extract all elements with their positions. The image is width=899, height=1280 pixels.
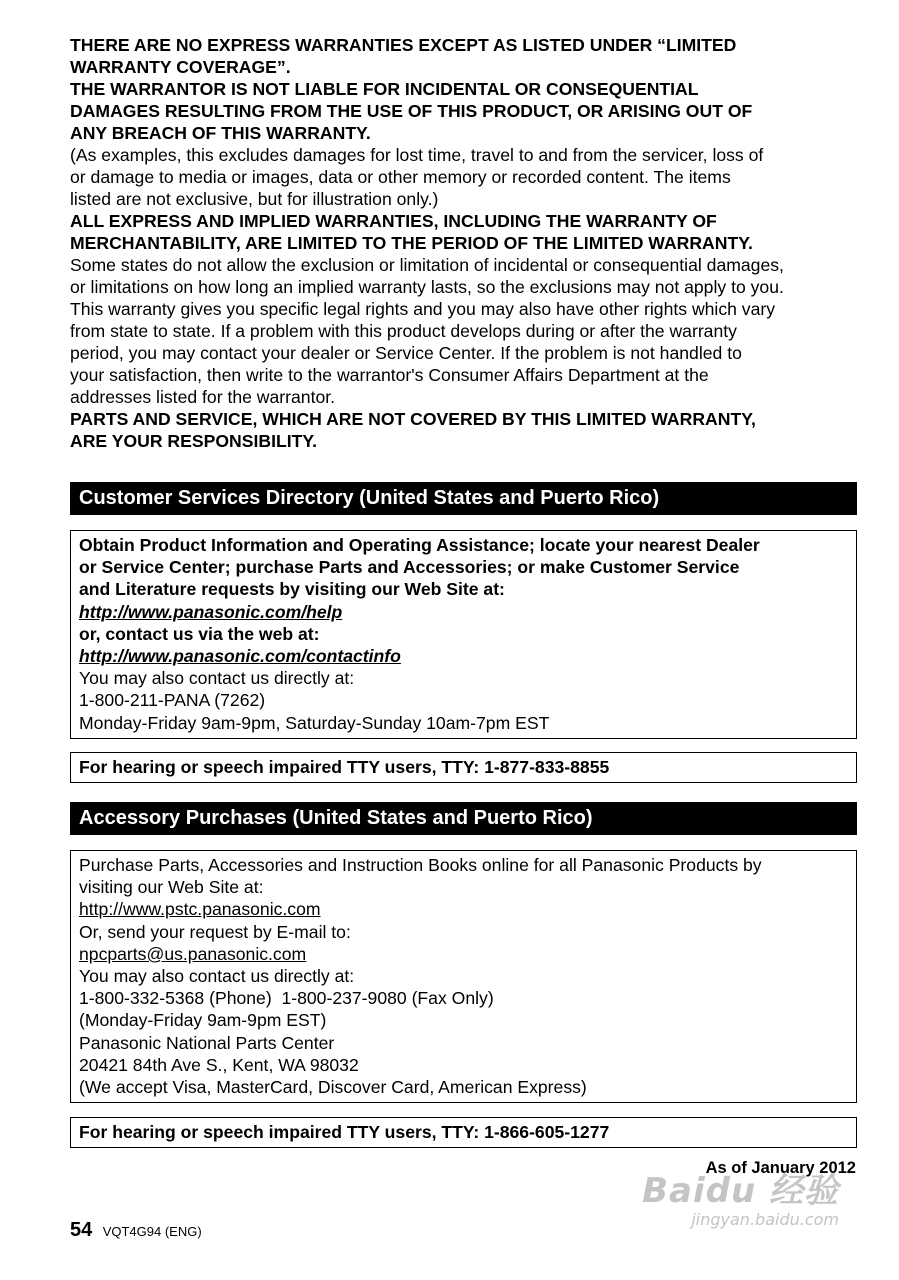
accessory-line: Purchase Parts, Accessories and Instruction Books online for all Panasonic Products by — [79, 855, 762, 875]
warranty-line: addresses listed for the warrantor. — [70, 387, 336, 407]
as-of-date: As of January 2012 — [705, 1159, 856, 1177]
warranty-line: MERCHANTABILITY, ARE LIMITED TO THE PERIOD OF THE LIMITED WARRANTY. — [70, 233, 753, 253]
warranty-line: PARTS AND SERVICE, WHICH ARE NOT COVERED BY THIS LIMITED WARRANTY, — [70, 409, 756, 429]
warranty-line: from state to state. If a problem with this product develops during or after the warranty — [70, 321, 737, 341]
tty-box-customer-services: For hearing or speech impaired TTY users, TTY: 1-877-833-8855 — [70, 752, 857, 783]
warranty-line: THERE ARE NO EXPRESS WARRANTIES EXCEPT AS LISTED UNDER “LIMITED — [70, 35, 737, 55]
accessory-line: You may also contact us directly at: — [79, 966, 355, 987]
customer-services-line: or Service Center; purchase Parts and Accessories; or make Customer Service — [79, 557, 740, 578]
warranty-line: DAMAGES RESULTING FROM THE USE OF THIS PRODUCT, OR ARISING OUT OF — [70, 101, 753, 121]
watermark — [642, 1172, 839, 1230]
parts-center-address: 20421 84th Ave S., Kent, WA 98032 — [79, 1054, 359, 1075]
contactinfo-link[interactable]: http://www.panasonic.com/contactinfo — [79, 646, 401, 667]
accessory-purchases-box — [70, 850, 857, 1103]
watermark-site: jingyan.baidu.com — [691, 1210, 839, 1229]
warranty-line: This warranty gives you specific legal rights and you may also have other rights which vary — [70, 299, 776, 319]
warranty-line: or limitations on how long an implied warranty lasts, so the exclusions may not apply to you. — [70, 277, 784, 297]
warranty-line: Some states do not allow the exclusion or limitation of incidental or consequential damages, — [70, 255, 784, 275]
accessory-line: visiting our Web Site at: — [79, 877, 264, 898]
phone-number: 1-800-211-PANA (7262) — [79, 690, 266, 711]
parts-center-name: Panasonic National Parts Center — [79, 1032, 335, 1053]
customer-services-box — [70, 530, 857, 739]
phone-fax-numbers: 1-800-332-5368 (Phone) 1-800-237-9080 (Fax Only) — [79, 988, 494, 1009]
customer-services-line: You may also contact us directly at: — [79, 668, 355, 689]
document-code: VQT4G94 (ENG) — [102, 1224, 202, 1239]
tty-box-accessory-purchases: For hearing or speech impaired TTY users, TTY: 1-866-605-1277 — [70, 1117, 857, 1148]
warranty-line: or damage to media or images, data or other memory or recorded content. The items — [70, 167, 731, 187]
accessory-purchases-header: Accessory Purchases (United States and Puerto Rico) — [70, 802, 857, 835]
customer-services-line: Obtain Product Information and Operating Assistance; locate your nearest Dealer — [79, 535, 760, 555]
warranty-line: (As examples, this excludes damages for lost time, travel to and from the servicer, loss of — [70, 145, 764, 165]
accepted-cards: (We accept Visa, MasterCard, Discover Card, American Express) — [79, 1077, 587, 1098]
warranty-line: your satisfaction, then write to the warrantor's Consumer Affairs Department at the — [70, 365, 709, 385]
customer-services-line: or, contact us via the web at: — [79, 623, 320, 644]
warranty-line: period, you may contact your dealer or Service Center. If the problem is not handled to — [70, 343, 742, 363]
warranty-line: ARE YOUR RESPONSIBILITY. — [70, 431, 318, 451]
warranty-line: WARRANTY COVERAGE”. — [70, 57, 291, 77]
email-link[interactable]: npcparts@us.panasonic.com — [79, 943, 307, 964]
customer-services-header: Customer Services Directory (United States and Puerto Rico) — [70, 482, 857, 515]
accessory-line: Or, send your request by E-mail to: — [79, 921, 351, 942]
page-footer — [70, 1219, 202, 1242]
page-number: 54 — [70, 1219, 93, 1241]
pstc-link[interactable]: http://www.pstc.panasonic.com — [79, 899, 321, 920]
warranty-line: ANY BREACH OF THIS WARRANTY. — [70, 123, 371, 143]
warranty-line: ALL EXPRESS AND IMPLIED WARRANTIES, INCLUDING THE WARRANTY OF — [70, 211, 717, 231]
service-hours: Monday-Friday 9am-9pm, Saturday-Sunday 10am-7pm EST — [79, 712, 550, 733]
warranty-text — [70, 34, 860, 452]
watermark-brand: Baidu 经验 — [642, 1171, 839, 1211]
warranty-line: listed are not exclusive, but for illustration only.) — [70, 189, 439, 209]
warranty-line: THE WARRANTOR IS NOT LIABLE FOR INCIDENTAL OR CONSEQUENTIAL — [70, 79, 699, 99]
help-link[interactable]: http://www.panasonic.com/help — [79, 601, 343, 622]
accessory-line: (Monday-Friday 9am-9pm EST) — [79, 1010, 327, 1031]
customer-services-line: and Literature requests by visiting our Web Site at: — [79, 579, 505, 600]
